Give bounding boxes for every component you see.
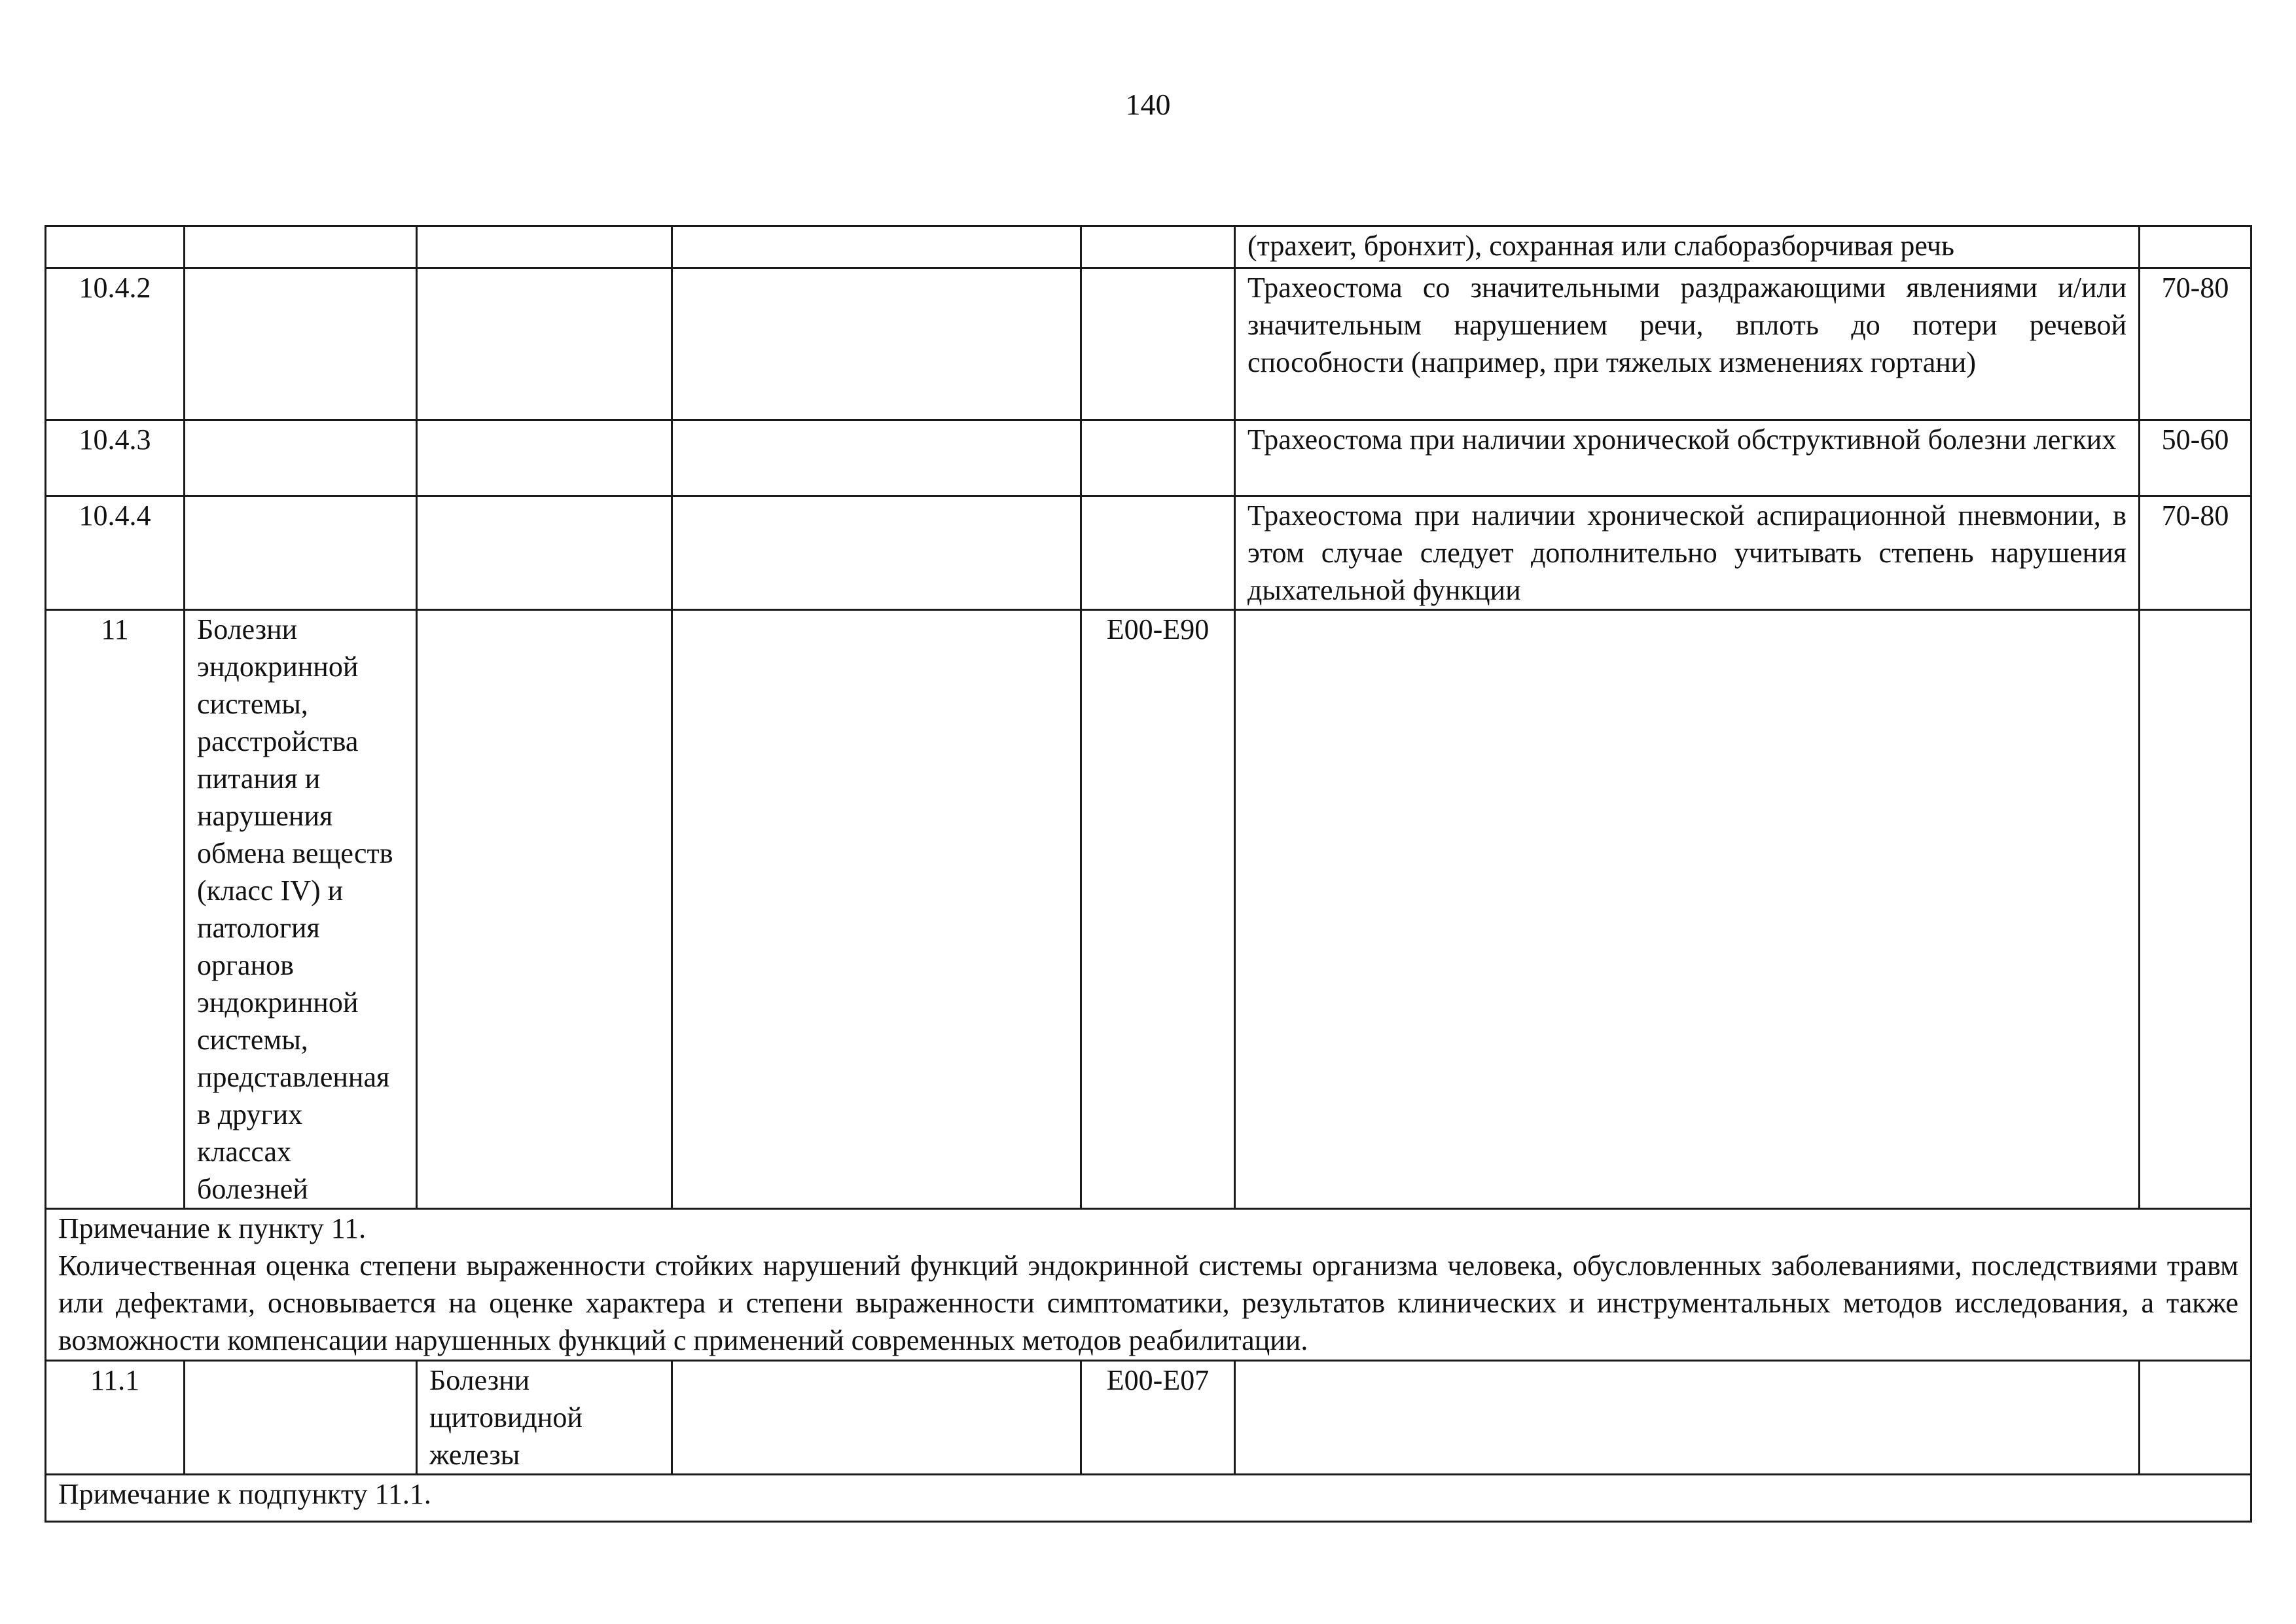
note-title: Примечание к пункту 11. — [58, 1212, 367, 1244]
item-number: 10.4.2 — [46, 268, 185, 420]
percent-range: 50-60 — [2140, 420, 2251, 496]
icd-code: E00-E90 — [1081, 610, 1235, 1209]
item-number: 11.1 — [46, 1361, 185, 1475]
disease-block-cell — [417, 268, 672, 420]
criteria-description — [1235, 1361, 2140, 1475]
disease-block-cell — [417, 420, 672, 496]
criteria-description: Трахеостома при наличии хронической аспирационной пневмонии, в этом случае следует дополнительно учитывать степень нарушения дыхательной функции — [1235, 496, 2140, 610]
disease-block-cell — [417, 226, 672, 268]
table-row — [46, 1361, 2251, 1475]
criteria-description: Трахеостома при наличии хронической обструктивной болезни легких — [1235, 420, 2140, 496]
criteria-description: Трахеостома со значительными раздражающими явлениями и/или значительным нарушением речи, вплоть до потери речевой способности (например, при тяжелых изменениях гортани) — [1235, 268, 2140, 420]
note-item-11 — [46, 1209, 2251, 1361]
criteria-description: (трахеит, бронхит), сохранная или слаборазборчивая речь — [1235, 226, 2140, 268]
nosology-cell — [672, 420, 1081, 496]
icd-code — [1081, 496, 1235, 610]
table-row — [46, 610, 2251, 1209]
note-row — [46, 1209, 2251, 1361]
nosology-cell — [672, 1361, 1081, 1475]
disease-class-cell — [185, 1361, 417, 1475]
nosology-cell — [672, 226, 1081, 268]
disease-class-cell — [185, 268, 417, 420]
icd-code — [1081, 268, 1235, 420]
disease-block-cell — [417, 610, 672, 1209]
percent-range — [2140, 610, 2251, 1209]
disease-class-cell — [185, 420, 417, 496]
item-number: 10.4.3 — [46, 420, 185, 496]
icd-code — [1081, 226, 1235, 268]
item-number — [46, 226, 185, 268]
percent-range: 70-80 — [2140, 268, 2251, 420]
percent-range — [2140, 1361, 2251, 1475]
percent-range — [2140, 226, 2251, 268]
icd-code — [1081, 420, 1235, 496]
table-row — [46, 226, 2251, 268]
disease-block-cell: Болезни щитовидной железы — [417, 1361, 672, 1475]
classification-table — [45, 225, 2252, 1523]
disease-class-cell — [185, 226, 417, 268]
note-text: Количественная оценка степени выраженности стойких нарушений функций эндокринной системы организма человека, обусловленных заболеваниями, последствиями травм или дефектами, основывается на оценке характера и степени выраженности симптоматики, результатов клинических и инструментальных методов исследования, а также возможности компенсации нарушенных функций с применений современных методов реабилитации. — [58, 1250, 2238, 1356]
table-row — [46, 420, 2251, 496]
disease-class-cell: Болезни эндокринной системы, расстройства питания и нарушения обмена веществ (класс IV) и патология органов эндокринной системы, представленная в других классах болезней — [185, 610, 417, 1209]
icd-code: E00-E07 — [1081, 1361, 1235, 1475]
note-subitem-11-1 — [46, 1475, 2251, 1522]
nosology-cell — [672, 610, 1081, 1209]
nosology-cell — [672, 496, 1081, 610]
disease-block-cell — [417, 496, 672, 610]
item-number: 10.4.4 — [46, 496, 185, 610]
table-row — [46, 268, 2251, 420]
criteria-description — [1235, 610, 2140, 1209]
table-row — [46, 496, 2251, 610]
nosology-cell — [672, 268, 1081, 420]
note-title: Примечание к подпункту 11.1. — [58, 1478, 431, 1510]
note-row — [46, 1475, 2251, 1522]
page-number: 140 — [1125, 88, 1171, 121]
disease-class-cell — [185, 496, 417, 610]
item-number: 11 — [46, 610, 185, 1209]
percent-range: 70-80 — [2140, 496, 2251, 610]
